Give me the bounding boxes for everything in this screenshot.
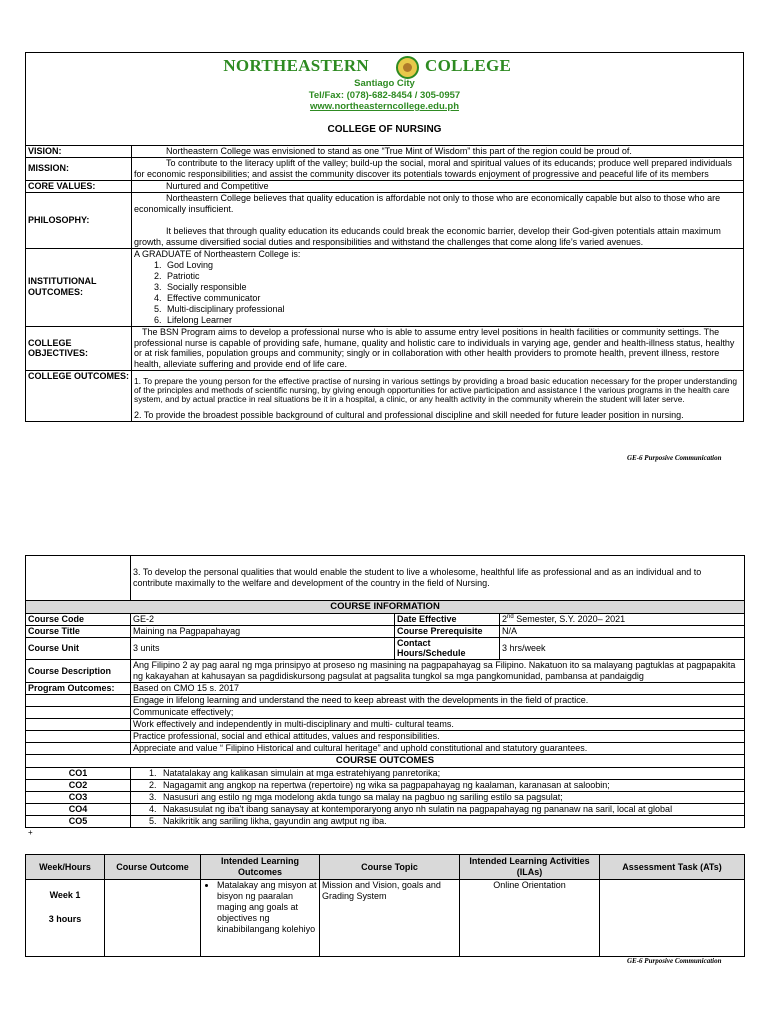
contact-hours-label: Contact Hours/Schedule — [395, 637, 500, 660]
telfax: Tel/Fax: (078)-682-8454 / 305-0957 — [308, 90, 461, 101]
plus-mark: + — [28, 827, 33, 837]
co-text-cell — [131, 815, 745, 827]
learning-plan-table — [25, 854, 745, 957]
page-two — [25, 555, 744, 837]
co-number: 1. — [149, 767, 157, 778]
course-outcomes-heading-row — [26, 755, 745, 768]
list-item: 2. Patriotic — [164, 271, 741, 282]
list-item: 5. Multi-disciplinary professional — [164, 304, 741, 315]
empty-cell — [600, 880, 745, 957]
date-effective-rest: Semester, S.Y. 2020– 2021 — [513, 613, 626, 624]
philosophy-label: PHILOSOPHY: — [26, 192, 132, 248]
vision-label: VISION: — [26, 146, 132, 158]
vision-text: Northeastern College was envisioned to stand as one “True Mint of Wisdom” this part of the region could be proud of. — [132, 146, 744, 158]
course-unit-label: Course Unit — [26, 637, 131, 660]
program-outcome: Practice professional, social and ethical attitudes, values and responsibilities. — [131, 731, 745, 743]
co-text-cell — [131, 767, 745, 779]
brand-right: COLLEGE — [425, 56, 512, 75]
list-item: 1. God Loving — [164, 260, 741, 271]
empty-cell — [26, 743, 131, 755]
header-ilo: Intended Learning Outcomes — [201, 855, 320, 880]
program-outcomes-row — [26, 683, 745, 695]
college-outcome-2: 2. To provide the broadest possible background of cultural and professional discipline and skill needed for future leader position in nursing. — [134, 409, 684, 420]
course-description-row — [26, 660, 745, 683]
course-outcome-row — [26, 803, 745, 815]
program-outcome-row — [26, 695, 745, 707]
course-description: Ang Filipino 2 ay pag aaral ng mga prinsipyo at proseso ng masining na pagpapahayag sa Filipino. Nakatuon ito sa malayang pagtuklas at pagpapakita ng kakayahan at kahusayan sa pagdidiskursong pagsulat at pagsalita tungkol sa mga pangkomunidad, pambansa at pandaigdig — [131, 660, 745, 683]
philosophy-cell — [132, 192, 744, 248]
course-unit-row — [26, 637, 745, 660]
header-assessment: Assessment Task (ATs) — [600, 855, 745, 880]
co-code: CO5 — [26, 815, 131, 827]
empty-cell — [26, 731, 131, 743]
ilo-cell — [201, 880, 320, 957]
course-code: GE-2 — [131, 613, 395, 625]
program-outcome-row — [26, 719, 745, 731]
co-code: CO4 — [26, 803, 131, 815]
header-ila: Intended Learning Activities (ILAs) — [460, 855, 600, 880]
institution-table — [25, 145, 744, 422]
empty-cell — [26, 695, 131, 707]
course-info-heading: COURSE INFORMATION — [26, 601, 745, 614]
topic-cell: Mission and Vision, goals and Grading System — [320, 880, 460, 957]
plan-row-week-1 — [26, 880, 745, 957]
course-table — [25, 555, 745, 828]
co-number: 5. — [149, 815, 157, 826]
contact-hours: 3 hrs/week — [500, 637, 745, 660]
letterhead — [25, 52, 744, 145]
list-item: 3. Socially responsible — [164, 282, 741, 293]
program-outcomes-label: Program Outcomes: — [26, 683, 131, 695]
course-outcomes-heading: COURSE OUTCOMES — [26, 755, 745, 768]
college-name: COLLEGE OF NURSING — [327, 124, 442, 135]
course-outcome-row — [26, 779, 745, 791]
college-objectives-row — [26, 326, 744, 371]
ilo-list — [203, 880, 317, 935]
college-outcomes-row — [26, 371, 744, 421]
program-outcome-row — [26, 743, 745, 755]
core-values-text: Nurtured and Competitive — [132, 180, 744, 192]
page-footer: GE-6 Purposive Communication — [627, 454, 722, 462]
header-course-outcome: Course Outcome — [105, 855, 201, 880]
program-outcomes-basis: Based on CMO 15 s. 2017 — [131, 683, 745, 695]
co-text-cell — [131, 803, 745, 815]
co-text: Nagagamit ang angkop na repertwa (repertoire) ng wika sa pagpapahayag ng kaalaman, karanasan at saloobin; — [163, 779, 610, 790]
mission-row — [26, 157, 744, 180]
program-outcome: Engage in lifelong learning and understand the need to keep abreast with the developments in the field of practice. — [131, 695, 745, 707]
institutional-outcomes-list — [134, 260, 741, 326]
week-cell — [26, 880, 105, 957]
course-info-heading-row — [26, 601, 745, 614]
prerequisite-label: Course Prerequisite — [395, 625, 500, 637]
empty-cell — [105, 880, 201, 957]
mission-label: MISSION: — [26, 157, 132, 180]
header-course-topic: Course Topic — [320, 855, 460, 880]
course-description-label: Course Description — [26, 660, 131, 683]
course-outcome-row — [26, 767, 745, 779]
course-unit: 3 units — [131, 637, 395, 660]
program-outcome: Appreciate and value “ Filipino Historical and cultural heritage” and uphold constitutional and statutory guarantees. — [131, 743, 745, 755]
philosophy-row — [26, 192, 744, 248]
philosophy-paragraph-1: Northeastern College believes that quality education is affordable not only to those who are economically capable but also to those who are economically insufficient. — [134, 192, 721, 214]
outcome-3-row — [26, 556, 745, 601]
course-outcome-row — [26, 815, 745, 827]
mission-text: To contribute to the literacy uplift of the valley; build-up the social, moral and spiritual values of its educands; produce well prepared individuals for economic responsibilities; and assist the community discover its potentials towards enjoyment of progressive and peaceful life of its members — [132, 157, 744, 180]
college-objectives-label: COLLEGE OBJECTIVES: — [26, 326, 132, 371]
list-item: 4. Effective communicator — [164, 293, 741, 304]
course-title-label: Course Title — [26, 625, 131, 637]
college-seal-icon — [396, 56, 419, 79]
college-objectives-text: The BSN Program aims to develop a professional nurse who is able to assume entry level positions in health facilities or community settings. The professional nurse is capable of providing safe, humane, quality and holistic care to individuals in varying age, gender and health-illness status, healthy or at risk families, population groups and community; singly or in collaboration with other health providers to promote health, prevent illness, restore health, alleviate suffering and provide end of life care. — [132, 326, 744, 371]
co-code: CO3 — [26, 791, 131, 803]
page-one — [25, 52, 744, 422]
co-text-cell — [131, 791, 745, 803]
institutional-outcomes-label: INSTITUTIONAL OUTCOMES: — [26, 248, 132, 326]
co-number: 4. — [149, 803, 157, 814]
college-outcome-3: 3. To develop the personal qualities that would enable the student to live a wholesome, healthful life as professional and as an individual and to contribute maximally to the welfare and development of the country in the field of Nursing. — [131, 556, 745, 601]
ila-cell: Online Orientation — [460, 880, 600, 957]
institutional-outcomes-row — [26, 248, 744, 326]
institutional-outcomes-cell — [132, 248, 744, 326]
prerequisite: N/A — [500, 625, 745, 637]
co-text: Nakikritik ang sariling likha, gayundin ang awtput ng iba. — [163, 815, 387, 826]
empty-cell — [26, 707, 131, 719]
plan-header-row — [26, 855, 745, 880]
co-number: 2. — [149, 779, 157, 790]
program-outcome: Work effectively and independently in multi-disciplinary and multi- cultural teams. — [131, 719, 745, 731]
college-outcomes-cell — [132, 371, 744, 421]
city: Santiago City — [354, 78, 415, 89]
co-text: Nasusuri ang estilo ng mga modelong akda tungo sa malay na pagbuo ng sariling estilo sa pagsulat; — [163, 791, 563, 802]
core-values-label: CORE VALUES: — [26, 180, 132, 192]
co-text: Nakasusulat ng iba't ibang sanaysay at kontemporaryong anyo nh sulatin na pagpapahayag ng pananaw na saril, local at global — [163, 803, 673, 814]
institutional-outcomes-intro: A GRADUATE of Northeastern College is: — [134, 248, 301, 259]
co-text: Natatalakay ang kalikasan simulain at mga estratehiyang panretorika; — [163, 767, 441, 778]
co-number: 3. — [149, 791, 157, 802]
empty-cell — [26, 719, 131, 731]
philosophy-paragraph-2: It believes that through quality education its educands could break the economic barrier, develop their God-given potentials attain maximum growth, assume diversified social duties and responsibilities and withstand the challenges that come along life’s varied avenues. — [134, 225, 721, 247]
header-week-hours: Week/Hours — [26, 855, 105, 880]
date-effective — [500, 613, 745, 625]
co-code: CO1 — [26, 767, 131, 779]
week-label: Week 1 — [49, 890, 81, 900]
program-outcome-row — [26, 707, 745, 719]
co-code: CO2 — [26, 779, 131, 791]
co-text-cell — [131, 779, 745, 791]
hours-label: 3 hours — [48, 913, 82, 924]
learning-plan — [25, 854, 744, 957]
course-title-row — [26, 625, 745, 637]
course-code-label: Course Code — [26, 613, 131, 625]
website-link[interactable]: www.northeasterncollege.edu.ph — [309, 101, 460, 112]
course-title: Maining na Pagpapahayag — [131, 625, 395, 637]
program-outcome-row — [26, 731, 745, 743]
course-outcome-row — [26, 791, 745, 803]
list-item: • Matalakay ang misyon at bisyon ng paaralan maging ang goals at objectives ng kinabibilangang kolehiyo — [217, 880, 317, 935]
college-outcomes-label: COLLEGE OUTCOMES: — [26, 371, 132, 421]
program-outcome: Communicate effectively; — [131, 707, 745, 719]
date-effective-suffix: nd — [507, 613, 514, 620]
course-code-row — [26, 613, 745, 625]
vision-row — [26, 146, 744, 158]
college-logo — [26, 56, 743, 80]
core-values-row — [26, 180, 744, 192]
empty-cell — [26, 556, 131, 601]
date-effective-number: 2 — [502, 613, 508, 624]
date-effective-label: Date Effective — [395, 613, 500, 625]
page-footer: GE-6 Purposive Communication — [627, 957, 722, 965]
brand-left: NORTHEASTERN — [223, 56, 369, 75]
list-item: 6. Lifelong Learner — [164, 315, 741, 326]
college-outcome-1: 1. To prepare the young person for the effective practise of nursing in various settings by providing a broad basic education necessary for the proper understanding of the principles and methods of scientific nursing, by giving enough opportunities for active participation and assistance I the various programs in the health care system, and by actual practice in real situations be it in a hospital, a clinic, or any health activity in the community wherein the student will later serve. — [134, 376, 738, 405]
